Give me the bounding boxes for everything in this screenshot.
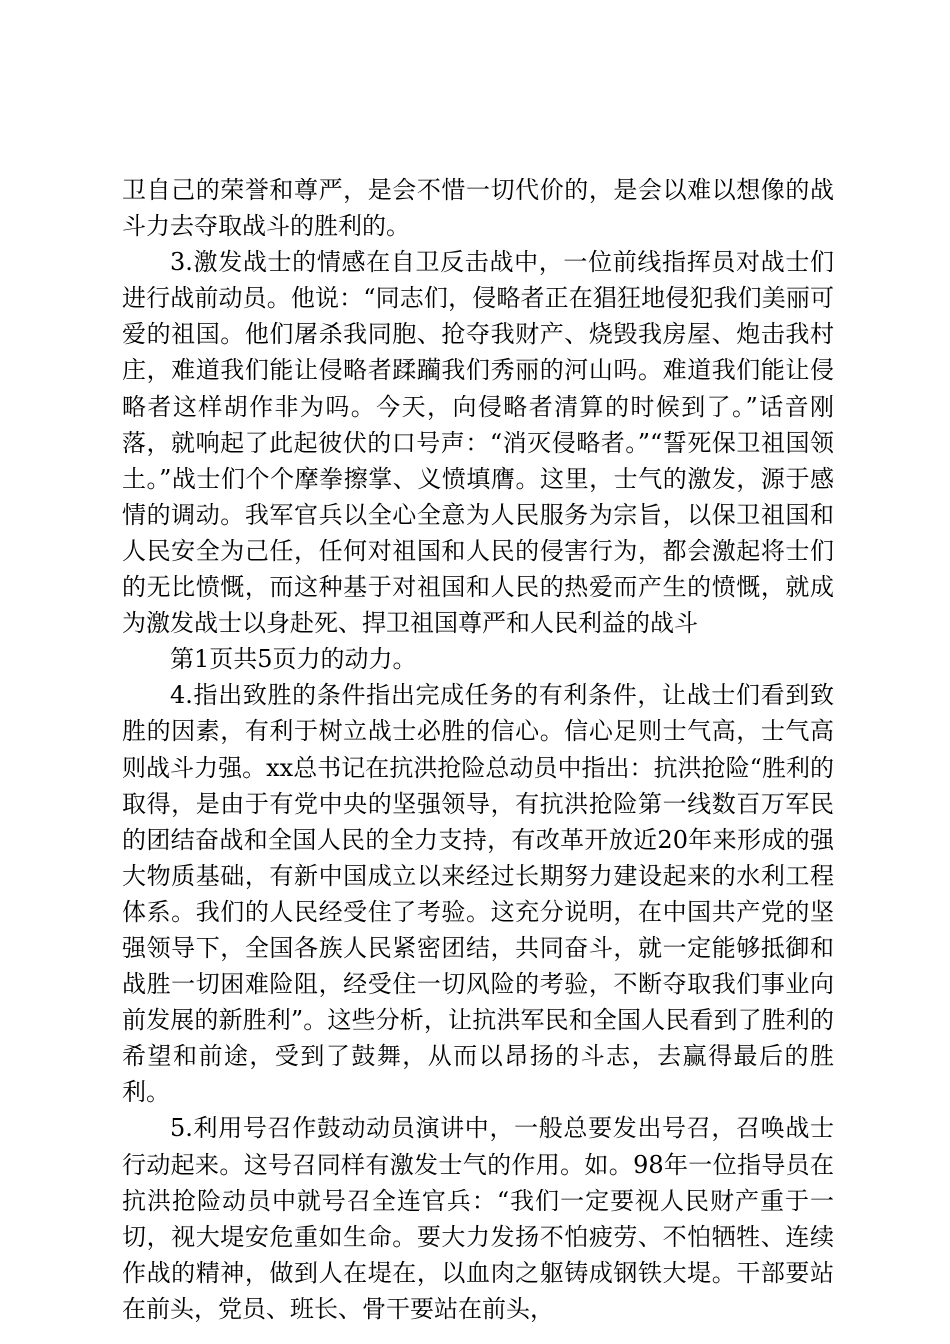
paragraph-intro: 卫自己的荣誉和尊严，是会不惜一切代价的，是会以难以想像的战斗力去夺取战斗的胜利的。 [122, 176, 834, 241]
paragraph-section-5: 5.利用号召作鼓动动员演讲中，一般总要发出号召，召唤战士行动起来。这号召同样有激发士气的作用。如。98年一位指导员在抗洪抢险动员中就号召全连官兵：“我们一定要视人民财产重于一切，视大堤安危重如生命。要大力发扬不怕疲劳、不怕牺牲、连续作战的精神，做到人在堤在，以血肉之躯铸成钢铁大堤。干部要站在前头，党员、班长、骨干要站在前头， [122, 1114, 834, 1323]
paragraph-page-marker: 第1页共5页力的动力。 [170, 645, 417, 674]
paragraph-section-3: 3.激发战士的情感在自卫反击战中，一位前线指挥员对战士们进行战前动员。他说：“同志们，侵略者正在猖狂地侵犯我们美丽可爱的祖国。他们屠杀我同胞、抢夺我财产、烧毁我房屋、炮击我村庄，难道我们能让侵略者蹂躏我们秀丽的河山吗。难道我们能让侵略者这样胡作非为吗。今天，向侵略者清算的时候到了。”话音刚落，就响起了此起彼伏的口号声：“消灭侵略者。”“誓死保卫祖国领土。”战士们个个摩拳擦掌、义愤填膺。这里，士气的激发，源于感情的调动。我军官兵以全心全意为人民服务为宗旨，以保卫祖国和人民安全为己任，任何对祖国和人民的侵害行为，都会激起将士们的无比愤慨，而这种基于对祖国和人民的热爱而产生的愤慨，就成为激发战士以身赴死、捍卫祖国尊严和人民利益的战斗 [122, 248, 834, 638]
document-page [122, 172, 834, 1327]
paragraph-section-4: 4.指出致胜的条件指出完成任务的有利条件，让战士们看到致胜的因素，有利于树立战士必胜的信心。信心足则士气高，士气高则战斗力强。xx总书记在抗洪抢险总动员中指出：抗洪抢险“胜利的取得，是由于有党中央的坚强领导，有抗洪抢险第一线数百万军民的团结奋战和全国人民的全力支持，有改革开放近20年来形成的强大物质基础，有新中国成立以来经过长期努力建设起来的水利工程体系。我们的人民经受住了考验。这充分说明，在中国共产党的坚强领导下，全国各族人民紧密团结，共同奋斗，就一定能够抵御和战胜一切困难险阻，经受住一切风险的考验，不断夺取我们事业向前发展的新胜利”。这些分析，让抗洪军民和全国人民看到了胜利的希望和前途，受到了鼓舞，从而以昂扬的斗志，去赢得最后的胜利。 [122, 681, 834, 1107]
